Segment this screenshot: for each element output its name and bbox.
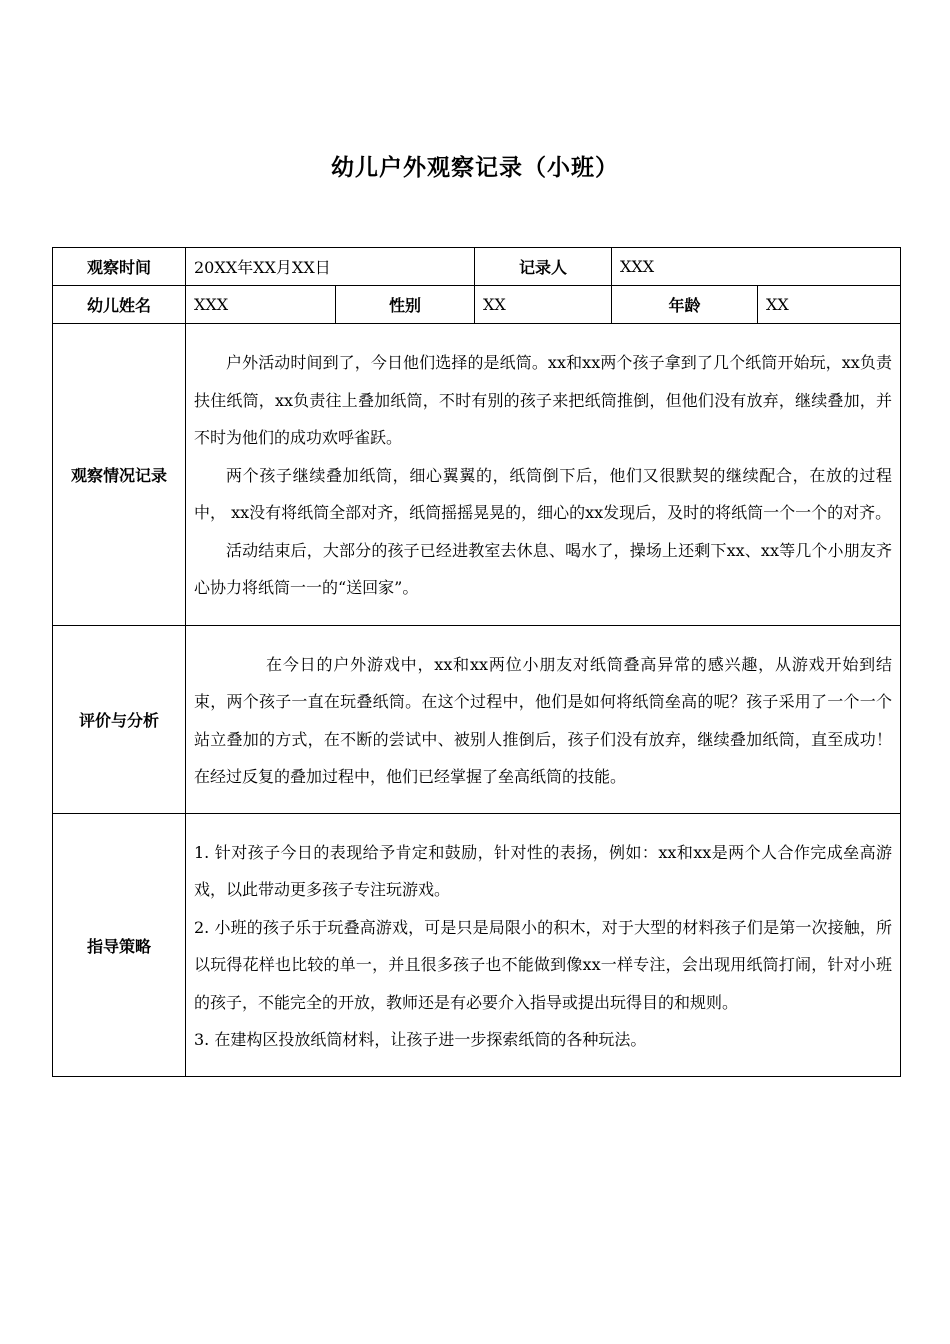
observation-paragraph-3: 活动结束后，大部分的孩子已经进教室去休息、喝水了，操场上还剩下xx、xx等几个小朋友齐心协力将纸筒一一的“送回家”。	[194, 540, 893, 598]
observation-content	[186, 324, 901, 626]
recorder-value: XXX	[612, 248, 901, 286]
observation-time-value: 20XX年XX月XX日	[186, 248, 475, 286]
evaluation-content	[186, 626, 901, 814]
age-value: XX	[758, 286, 901, 324]
strategy-label: 指导策略	[53, 814, 186, 1077]
strategy-item-1: 1. 针对孩子今日的表现给予肯定和鼓励，针对性的表扬，例如：xx和xx是两个人合作完成垒高游戏，以此带动更多孩子专注玩游戏。	[194, 842, 893, 899]
recorder-label: 记录人	[475, 248, 612, 286]
evaluation-label: 评价与分析	[53, 626, 186, 814]
page-title: 幼儿户外观察记录（小班）	[331, 155, 619, 181]
observation-time-label: 观察时间	[53, 248, 186, 286]
strategy-content	[186, 814, 901, 1077]
strategy-item-3: 3. 在建构区投放纸筒材料，让孩子进一步探索纸筒的各种玩法。	[194, 1030, 647, 1049]
time-row	[53, 248, 901, 286]
observation-paragraph-2: 两个孩子继续叠加纸筒，细心翼翼的，纸筒倒下后，他们又很默契的继续配合，在放的过程中， xx没有将纸筒全部对齐，纸筒摇摇晃晃的，细心的xx发现后，及时的将纸筒一个一个的对齐。	[194, 465, 893, 523]
observation-label: 观察情况记录	[53, 324, 186, 626]
child-name-label: 幼儿姓名	[53, 286, 186, 324]
observation-paragraph-1: 户外活动时间到了，今日他们选择的是纸筒。xx和xx两个孩子拿到了几个纸筒开始玩，xx负责扶住纸筒，xx负责往上叠加纸筒，不时有别的孩子来把纸筒推倒，但他们没有放弃，继续叠加，并不时为他们的成功欢呼雀跃。	[194, 353, 893, 448]
gender-value: XX	[475, 286, 612, 324]
evaluation-paragraph: 在今日的户外游戏中，xx和xx两位小朋友对纸筒叠高异常的感兴趣，从游戏开始到结束，两个孩子一直在玩叠纸筒。在这个过程中，他们是如何将纸筒垒高的呢？孩子采用了一个一个站立叠加的方式，在不断的尝试中、被别人推倒后，孩子们没有放弃，继续叠加纸筒，直至成功！在经过反复的叠加过程中，他们已经掌握了垒高纸筒的技能。	[194, 654, 893, 786]
strategy-item-2: 2. 小班的孩子乐于玩叠高游戏，可是只是局限小的积木，对于大型的材料孩子们是第一次接触，所以玩得花样也比较的单一，并且很多孩子也不能做到像xx一样专注，会出现用纸筒打闹，针对小班的孩子，不能完全的开放，教师还是有必要介入指导或提出玩得目的和规则。	[194, 917, 893, 1012]
observation-record-table	[52, 247, 901, 1077]
child-info-row	[53, 286, 901, 324]
strategy-row	[53, 814, 901, 1077]
evaluation-row	[53, 626, 901, 814]
age-label: 年龄	[612, 286, 758, 324]
gender-label: 性别	[336, 286, 475, 324]
child-name-value: XXX	[186, 286, 336, 324]
observation-row	[53, 324, 901, 626]
